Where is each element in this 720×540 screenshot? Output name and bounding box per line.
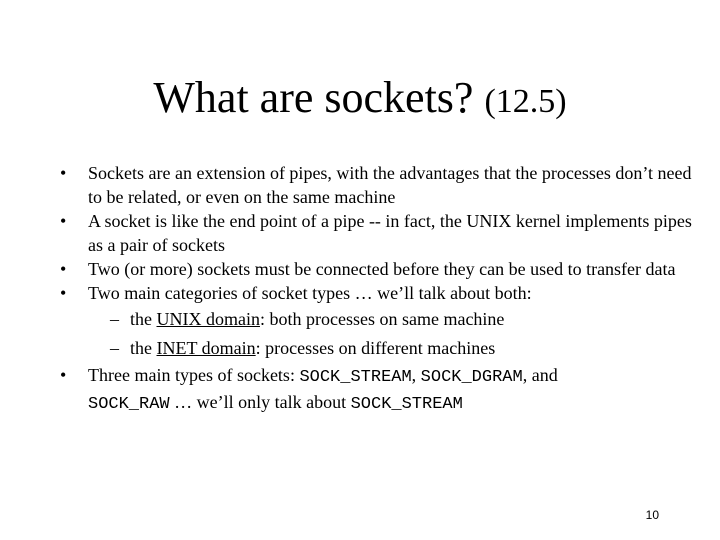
inet-domain-description: : processes on different machines: [255, 338, 496, 358]
page-title-section: (12.5): [484, 83, 567, 120]
sub-bullet-unix-domain: [88, 305, 700, 334]
page-title: [0, 72, 720, 128]
socket-domain-list: [88, 305, 700, 363]
bullet-sockets-extension: • Sockets are an extension of pipes, with the advantages that the processes don’t need to be related, or even on the same machine: [60, 161, 700, 209]
bullet-socket-types: [60, 363, 700, 417]
socket-types-intro: Three main types of sockets:: [88, 365, 300, 385]
socket-types-sep1: ,: [411, 365, 421, 385]
socket-types-mid: … we’ll only talk about: [169, 392, 351, 412]
page-number: 10: [645, 508, 659, 522]
page-title-main: What are sockets?: [153, 73, 474, 122]
code-sock-stream: SOCK_STREAM: [299, 368, 412, 387]
code-sock-stream-focus: SOCK_STREAM: [350, 395, 463, 414]
bullet-socket-categories: [60, 281, 700, 363]
sub-bullet-inet-domain: [88, 334, 700, 363]
unix-domain-description: : both processes on same machine: [259, 309, 505, 329]
unix-domain-prefix: the: [130, 309, 157, 329]
socket-types-sep2: , and: [522, 365, 558, 385]
bullet-socket-endpoint: • A socket is like the end point of a pipe -- in fact, the UNIX kernel implements pipes as a pair of sockets: [60, 209, 700, 257]
bullet-socket-categories-text: Two main categories of socket types … we’ll talk about both:: [88, 283, 532, 303]
code-sock-raw: SOCK_RAW: [88, 395, 170, 414]
inet-domain-prefix: the: [130, 338, 157, 358]
unix-domain-term: UNIX domain: [156, 309, 260, 329]
code-sock-dgram: SOCK_DGRAM: [420, 368, 523, 387]
inet-domain-term: INET domain: [156, 338, 256, 358]
bullet-list: [60, 161, 700, 417]
bullet-sockets-connected: • Two (or more) sockets must be connected before they can be used to transfer data: [60, 257, 700, 281]
